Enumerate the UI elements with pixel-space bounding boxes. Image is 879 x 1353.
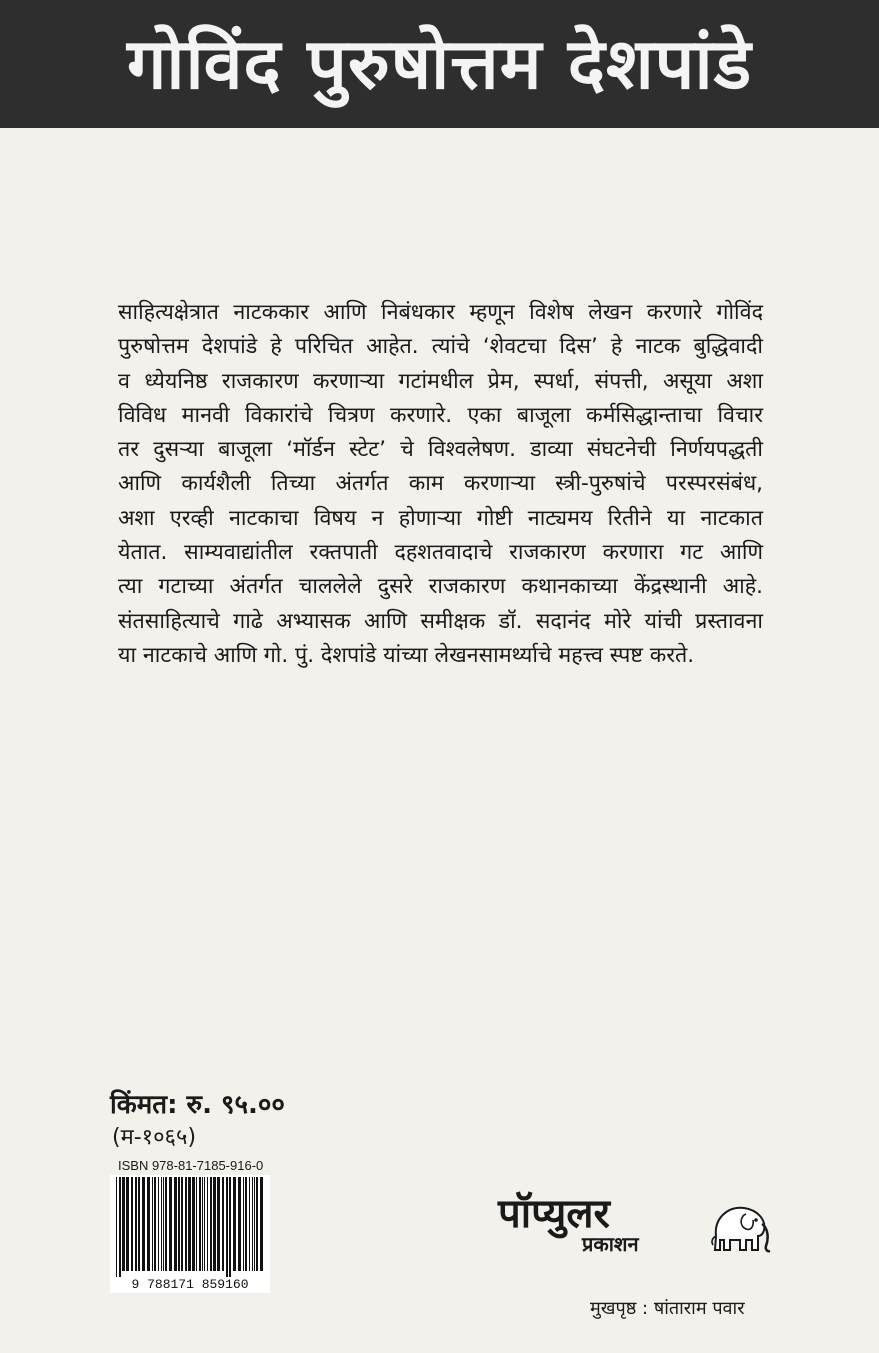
barcode-bar bbox=[249, 1177, 250, 1271]
back-cover-blurb bbox=[118, 296, 763, 673]
barcode-bar bbox=[207, 1177, 208, 1271]
blurb-line: त्या गटाच्या अंतर्गत चाललेले दुसरे राजकारण कथानकाच्या केंद्रस्थानी आहे. bbox=[118, 574, 763, 600]
barcode-bar bbox=[154, 1177, 156, 1271]
isbn-barcode bbox=[110, 1175, 270, 1293]
isbn-text: ISBN 978-81-7185-916-0 bbox=[118, 1158, 264, 1173]
author-name: गोविंद पुरुषोत्तम देशपांडे bbox=[126, 23, 753, 105]
blurb-line: व ध्येयनिष्ठ राजकारण करणाऱ्या गटांमधील प्रेम, स्पर्धा, संपत्ती, असूया अशा bbox=[118, 368, 763, 394]
barcode-bar bbox=[238, 1177, 241, 1271]
blurb-line: पुरुषोत्तम देशपांडे हे परिचित आहेत. त्यांचे ‘शेवटचा दिस’ हे नाटक बुद्धिवादी bbox=[118, 334, 763, 360]
barcode-bars bbox=[116, 1177, 263, 1277]
barcode-bar bbox=[135, 1177, 137, 1271]
barcode-bar bbox=[204, 1177, 205, 1271]
barcode-bar bbox=[116, 1177, 117, 1277]
barcode-bar bbox=[122, 1177, 125, 1271]
barcode-bar bbox=[178, 1177, 180, 1271]
barcode-bar bbox=[254, 1177, 255, 1271]
publisher-logo bbox=[498, 1192, 778, 1262]
publisher-name: पॉप्युलर bbox=[498, 1191, 610, 1237]
barcode-bar bbox=[196, 1177, 197, 1271]
barcode-bar bbox=[119, 1177, 121, 1277]
catalog-code: (म-१०६५) bbox=[112, 1125, 197, 1150]
barcode-bar bbox=[188, 1177, 191, 1271]
barcode-bar bbox=[226, 1177, 228, 1277]
barcode-bar bbox=[181, 1177, 183, 1271]
barcode-bar bbox=[243, 1177, 244, 1271]
barcode-bar bbox=[199, 1177, 201, 1271]
barcode-bar bbox=[256, 1177, 258, 1271]
barcode-bar bbox=[158, 1177, 159, 1271]
barcode-bar bbox=[245, 1177, 247, 1271]
barcode-bar bbox=[260, 1177, 263, 1271]
barcode-bar bbox=[131, 1177, 133, 1271]
barcode-bar bbox=[233, 1177, 236, 1271]
barcode-bar bbox=[163, 1177, 164, 1271]
barcode-bar bbox=[138, 1177, 140, 1271]
blurb-line: तर दुसऱ्या बाजूला ‘मॉर्डन स्टेट’ चे विश्वलेषण. डाव्या संघटनेची निर्णयपद्धती bbox=[118, 437, 763, 463]
barcode-bar bbox=[202, 1177, 203, 1271]
barcode-bar bbox=[147, 1177, 150, 1271]
price-label: किंमत: रु. ९५.०० bbox=[110, 1090, 285, 1120]
barcode-bar bbox=[252, 1177, 253, 1271]
blurb-line: साहित्यक्षेत्रात नाटककार आणि निबंधकार म्हणून विशेष लेखन करणारे गोविंद bbox=[118, 300, 763, 325]
blurb-line: या नाटकाचे आणि गो. पुं. देशपांडे यांच्या लेखनसामर्थ्याचे महत्त्व स्पष्ट करते. bbox=[118, 642, 695, 668]
barcode-bar bbox=[210, 1177, 212, 1271]
publisher-subtitle: प्रकाशन bbox=[582, 1232, 639, 1256]
barcode-bar bbox=[217, 1177, 220, 1271]
barcode-bar bbox=[222, 1177, 224, 1271]
barcode-bar bbox=[142, 1177, 145, 1271]
blurb-line: येतात. साम्यवाद्यांतील रक्तपाती दहशतवादाचे राजकारण करणारा गट आणि bbox=[118, 540, 763, 566]
barcode-bar bbox=[165, 1177, 167, 1271]
barcode-bar bbox=[185, 1177, 187, 1271]
blurb-line: विविध मानवी विकारांचे चित्रण करणारे. एका बाजूला कर्मसिद्धान्ताचा विचार bbox=[118, 402, 763, 428]
blurb-line: अशा एरव्ही नाटकाचा विषय न होणाऱ्या गोष्टी नाट्यमय रितीने या नाटकात bbox=[118, 505, 763, 531]
blurb-line: आणि कार्यशैली तिच्या अंतर्गत काम करणाऱ्या स्त्री-पुरुषांचे परस्परसंबंध, bbox=[118, 471, 763, 497]
barcode-digits: 9 788171 859160 bbox=[131, 1277, 249, 1292]
elephant-icon bbox=[706, 1196, 772, 1258]
barcode-bar bbox=[126, 1177, 129, 1271]
barcode-bar bbox=[169, 1177, 172, 1271]
barcode-bar bbox=[213, 1177, 216, 1271]
cover-credit: मुखपृष्ठ : षांताराम पवार bbox=[590, 1298, 745, 1319]
barcode-bar bbox=[174, 1177, 177, 1271]
barcode-bar bbox=[161, 1177, 162, 1271]
barcode-bar bbox=[192, 1177, 195, 1271]
blurb-line: संतसाहित्याचे गाढे अभ्यासक आणि समीक्षक डॉ. सदानंद मोरे यांची प्रस्तावना bbox=[118, 608, 763, 634]
barcode-bar bbox=[152, 1177, 153, 1271]
barcode-bar bbox=[229, 1177, 231, 1277]
